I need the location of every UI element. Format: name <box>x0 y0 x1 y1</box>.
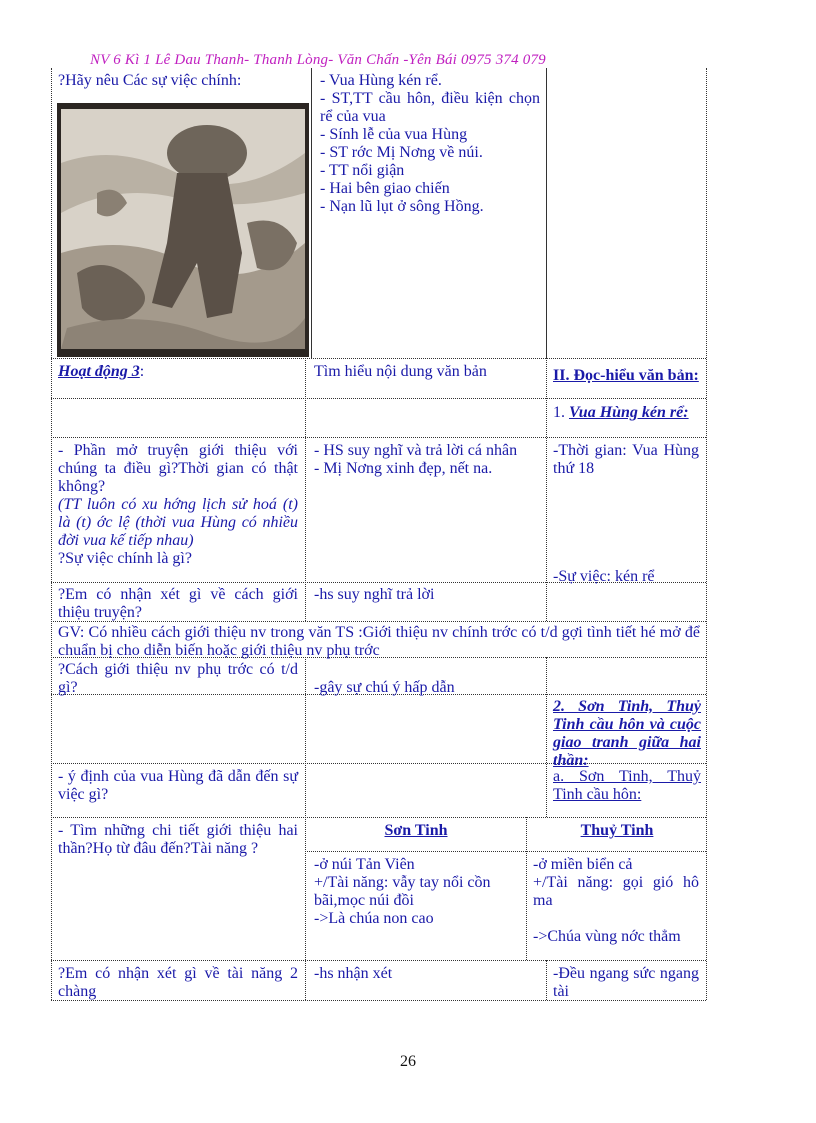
question-main-event: ?Sự việc chính là gì? <box>58 550 192 567</box>
detail-item: ->Chúa vùng nớc thẳm <box>533 928 681 945</box>
detail-item: ->Là chúa non cao <box>314 910 434 927</box>
detail-item: -ở núi Tản Viên <box>314 856 415 873</box>
event-item: - Vua Hùng kén rể. <box>320 72 442 89</box>
page-header: NV 6 Kì 1 Lê Dau Thanh- Thanh Lòng- Văn Chấn -Yên Bái 0975 374 079 <box>90 52 546 68</box>
event-item: - Nạn lũ lụt ở sông Hồng. <box>320 198 484 215</box>
row-line <box>51 960 706 961</box>
answer-text: - Mị Nơng xinh đẹp, nết na. <box>314 460 493 477</box>
note-time: -Thời gian: Vua Hùng thứ 18 <box>553 442 699 477</box>
event-item: - ST rớc Mị Nơng về núi. <box>320 144 483 161</box>
note-equal-talent: -Đều ngang sức ngang tài <box>553 965 699 1000</box>
answer-remark: -hs nhận xét <box>314 965 393 982</box>
thuy-tinh-details <box>528 854 704 948</box>
question-two-gods: - Tìm những chi tiết giới thiệu hai thần?Họ từ đâu đến?Tài năng ? <box>58 822 298 857</box>
detail-item: +/Tài năng: gọi gió hô ma <box>533 874 699 909</box>
activity-label <box>53 361 303 383</box>
answer-attention: -gây sự chú ý hấp dẫn <box>314 679 455 696</box>
column-thuy-tinh: Thuỷ Tinh <box>580 822 654 839</box>
question-intro-text: - Phần mở truyện giới thiệu với chúng ta điều gì?Thời gian có thật không? <box>58 442 298 495</box>
col-divider-2a <box>546 68 547 358</box>
question-talent-remark: ?Em có nhận xét gì về tài năng 2 chàng <box>58 965 298 1000</box>
painting-illustration <box>57 103 309 357</box>
column-son-tinh: Sơn Tinh <box>384 822 448 839</box>
row-line <box>51 817 706 818</box>
row-line <box>51 437 706 438</box>
row-line <box>51 358 706 359</box>
row-line <box>305 851 706 852</box>
subsection-king-hung <box>548 402 706 424</box>
teacher-note: (TT luôn có xu hớng lịch sử hoá (t) là (t) ớc lệ (thời vua Hùng có nhiều đời vua kế tiếp nhau) <box>58 496 298 549</box>
subsection-proposal: 2. Sơn Tinh, Thuỷ Tinh cầu hôn và cuộc giao tranh giữa hai thần: <box>553 698 701 769</box>
question-intro <box>53 440 303 570</box>
question-main-events: ?Hãy nêu Các sự việc chính: <box>58 72 242 89</box>
detail-item: +/Tài năng: vẫy tay nổi cồn bãi,mọc núi đồi <box>314 874 491 909</box>
col-divider-1a <box>311 68 312 358</box>
col-divider-2e <box>546 960 547 1000</box>
activity-description: Tìm hiểu nội dung văn bản <box>314 363 487 380</box>
event-item: - TT nổi giận <box>320 162 405 179</box>
question-king-intent: - ý định của vua Hùng đã dẫn đến sự việc gì? <box>58 768 298 803</box>
table-border-right <box>706 68 707 1000</box>
subsection-number: 1. <box>553 404 565 421</box>
detail-item: -ở miền biển cả <box>533 856 633 873</box>
event-item: - Sính lễ của vua Hùng <box>320 126 468 143</box>
section-heading-reading: II. Đọc-hiểu văn bản: <box>553 367 699 384</box>
painting-illustration-icon <box>57 103 309 357</box>
col-divider-2c <box>546 657 547 817</box>
question-intro-remark: ?Em có nhận xét gì về cách giới thiệu truyện? <box>58 586 298 621</box>
note-event: -Sự việc: kén rể <box>553 568 655 585</box>
row-line <box>51 398 706 399</box>
son-tinh-details <box>309 854 525 930</box>
event-item: - ST,TT cầu hôn, điều kiện chọn rể của vua <box>320 90 540 125</box>
answer-intro <box>309 440 544 480</box>
activity-title: Hoạt động 3 <box>58 363 140 380</box>
event-item: - Hai bên giao chiến <box>320 180 450 197</box>
subsection-title: Vua Hùng kén rể: <box>569 404 689 421</box>
main-events-list <box>315 70 545 218</box>
table-border-left <box>51 68 52 1000</box>
answer-text: - HS suy nghĩ và trả lời cá nhân <box>314 442 518 459</box>
question-secondary-char: ?Cách giới thiệu nv phụ trớc có t/d gì? <box>58 661 298 696</box>
subsection-a: a. Sơn Tinh, Thuỷ Tinh cầu hôn: <box>553 768 701 803</box>
teacher-explanation: GV: Có nhiều cách giới thiệu nv trong văn TS :Giới thiệu nv chính trớc có t/d gợi tình tiết hé mở để chuẩn bị cho diễn biến hoặc giới thiệu nv phụ trớc <box>58 624 700 659</box>
page-number: 26 <box>400 1053 416 1070</box>
activity-colon: : <box>139 363 145 380</box>
answer-think: -hs suy nghĩ trả lời <box>314 586 435 603</box>
